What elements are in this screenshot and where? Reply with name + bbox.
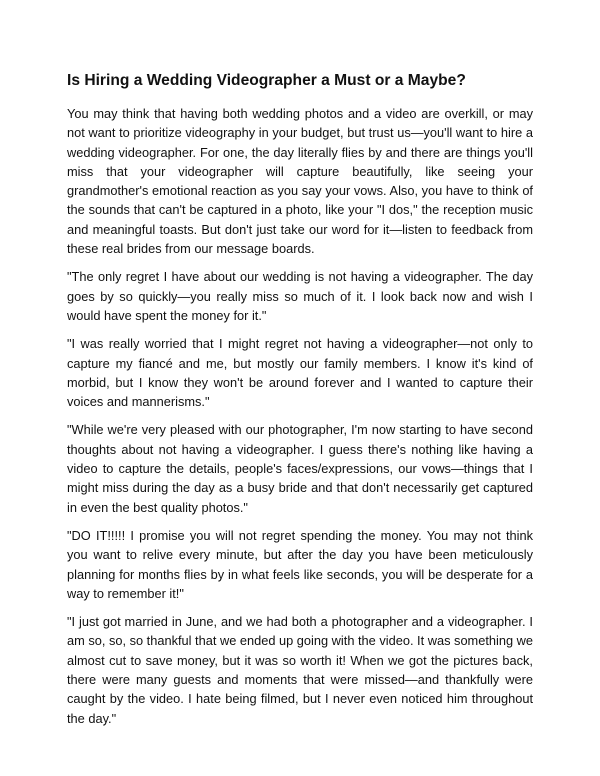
quote-paragraph: "I was really worried that I might regret not having a videographer—not only to capture my fiancé and me, but mostly our family members. I know it's kind of morbid, but I know they won't be around forever and I wanted to capture their voices and mannerisms." — [67, 336, 533, 410]
quote-paragraph: "The only regret I have about our wedding is not having a videographer. The day goes by so quickly—you really miss so much of it. I look back now and wish I would have spent the money for it." — [67, 269, 533, 323]
article-body — [67, 70, 533, 737]
article-title: Is Hiring a Wedding Videographer a Must or a Maybe? — [67, 72, 466, 89]
quote-paragraph: "While we're very pleased with our photographer, I'm now starting to have second thoughts about not having a videographer. I guess there's nothing like having a video to capture the details, people's faces/expressions, our vows—things that I might miss during the day as a busy bride and that don't necessarily get captured in even the best quality photos." — [67, 422, 533, 515]
quote-paragraph: "I just got married in June, and we had both a photographer and a videographer. I am so, so, so thankful that we ended up going with the video. It was something we almost cut to save money, but it was so worth it! When we got the pictures back, there were many guests and moments that were missed—and thankfully were caught by the video. I hate being filmed, but I never even noticed him throughout the day." — [67, 614, 533, 726]
quote-paragraph: "DO IT!!!!! I promise you will not regret spending the money. You may not think you want to relive every minute, but after the day you have been meticulously planning for months flies by in what feels like seconds, you will be desperate for a way to remember it!" — [67, 527, 533, 601]
intro-paragraph: You may think that having both wedding photos and a video are overkill, or may not want to prioritize videography in your budget, but trust us—you'll want to hire a wedding videographer. For one, the day literally flies by and there are things you'll miss that your videographer will capture beautifully, like seeing your grandmother's emotional reaction as you say your vows. Also, you have to think of the sounds that can't be captured in a photo, like your "I dos," the reception music and meaningful toasts. But don't just take our word for it—listen to feedback from these real brides from our message boards. — [67, 106, 533, 257]
